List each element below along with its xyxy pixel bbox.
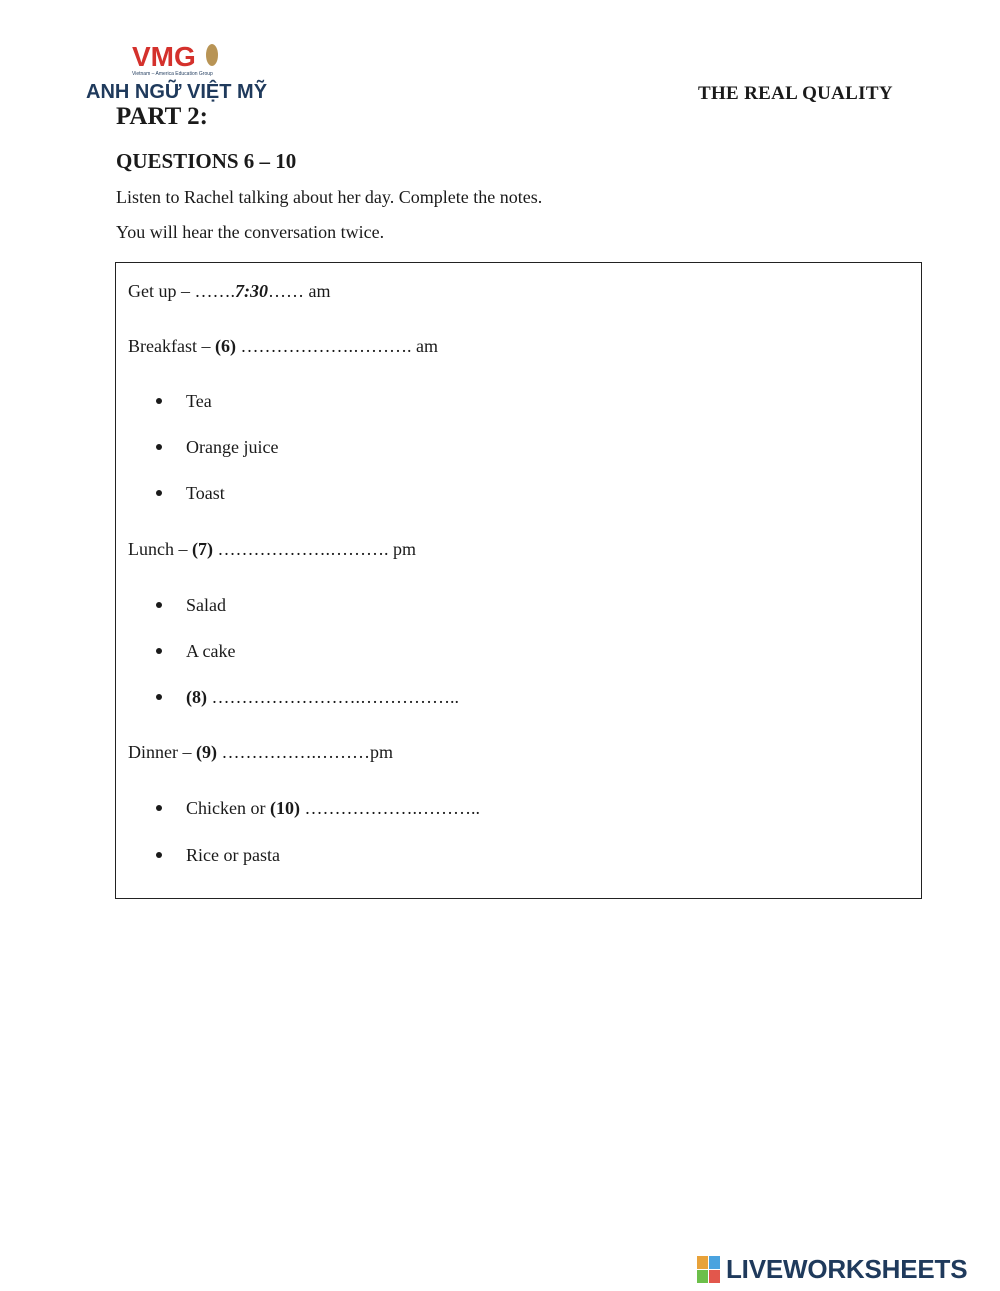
liveworksheets-icon <box>697 1256 723 1284</box>
breakfast-item-orange-juice: Orange juice <box>156 437 278 458</box>
question-7-blank[interactable]: ……………….………. pm <box>212 539 416 559</box>
dinner-line: Dinner – (9) …………….………pm <box>128 742 393 762</box>
question-6-number: (6) <box>214 336 236 356</box>
logo-vmg-text: VMG <box>132 41 196 72</box>
question-10-blank[interactable]: ……………….……….. <box>299 798 480 818</box>
breakfast-item-tea: Tea <box>156 391 212 412</box>
bullet-icon <box>156 805 162 811</box>
lunch-item-8 <box>156 687 459 708</box>
tagline: THE REAL QUALITY <box>698 83 893 104</box>
part-title: PART 2: <box>116 103 208 130</box>
breakfast-line: Breakfast – (6) ……………….………. am <box>128 336 438 356</box>
instruction-2: You will hear the conversation twice. <box>116 222 385 242</box>
getup-line: Get up – …….7:30…… am <box>128 281 331 301</box>
bullet-icon <box>156 398 162 404</box>
questions-title: QUESTIONS 6 – 10 <box>116 149 297 173</box>
notes-box <box>115 262 922 899</box>
liveworksheets-brand: LIVEWORKSHEETS <box>726 1254 968 1284</box>
getup-answer: 7:30 <box>235 281 268 301</box>
lunch-item-cake: A cake <box>156 641 235 662</box>
lunch-line: Lunch – (7) ……………….………. pm <box>128 539 416 559</box>
bullet-icon <box>156 852 162 858</box>
breakfast-item-toast: Toast <box>156 483 225 504</box>
instruction-1: Listen to Rachel talking about her day. Complete the notes. <box>116 187 543 207</box>
question-6-blank[interactable]: ……………….………. am <box>235 336 438 356</box>
question-8-blank[interactable]: …………………….…………….. <box>207 687 459 707</box>
question-8-number: (8) <box>186 687 207 707</box>
dinner-item-chicken: Chicken or (10) ……………….……….. <box>156 798 480 819</box>
bullet-icon <box>156 490 162 496</box>
question-9-number: (9) <box>195 742 217 762</box>
bullet-icon <box>156 694 162 700</box>
bullet-icon <box>156 648 162 654</box>
question-10-number: (10) <box>269 798 300 818</box>
dinner-item-rice: Rice or pasta <box>156 845 280 866</box>
vmg-logo <box>86 40 276 102</box>
question-9-blank[interactable]: …………….………pm <box>216 742 393 762</box>
bullet-icon <box>156 444 162 450</box>
question-7-number: (7) <box>191 539 213 559</box>
logo-name: ANH NGỮ VIỆT MỸ <box>86 81 268 102</box>
bullet-icon <box>156 602 162 608</box>
lunch-item-salad: Salad <box>156 595 226 616</box>
logo-subtitle: Vietnam – America Education Group <box>132 71 213 77</box>
